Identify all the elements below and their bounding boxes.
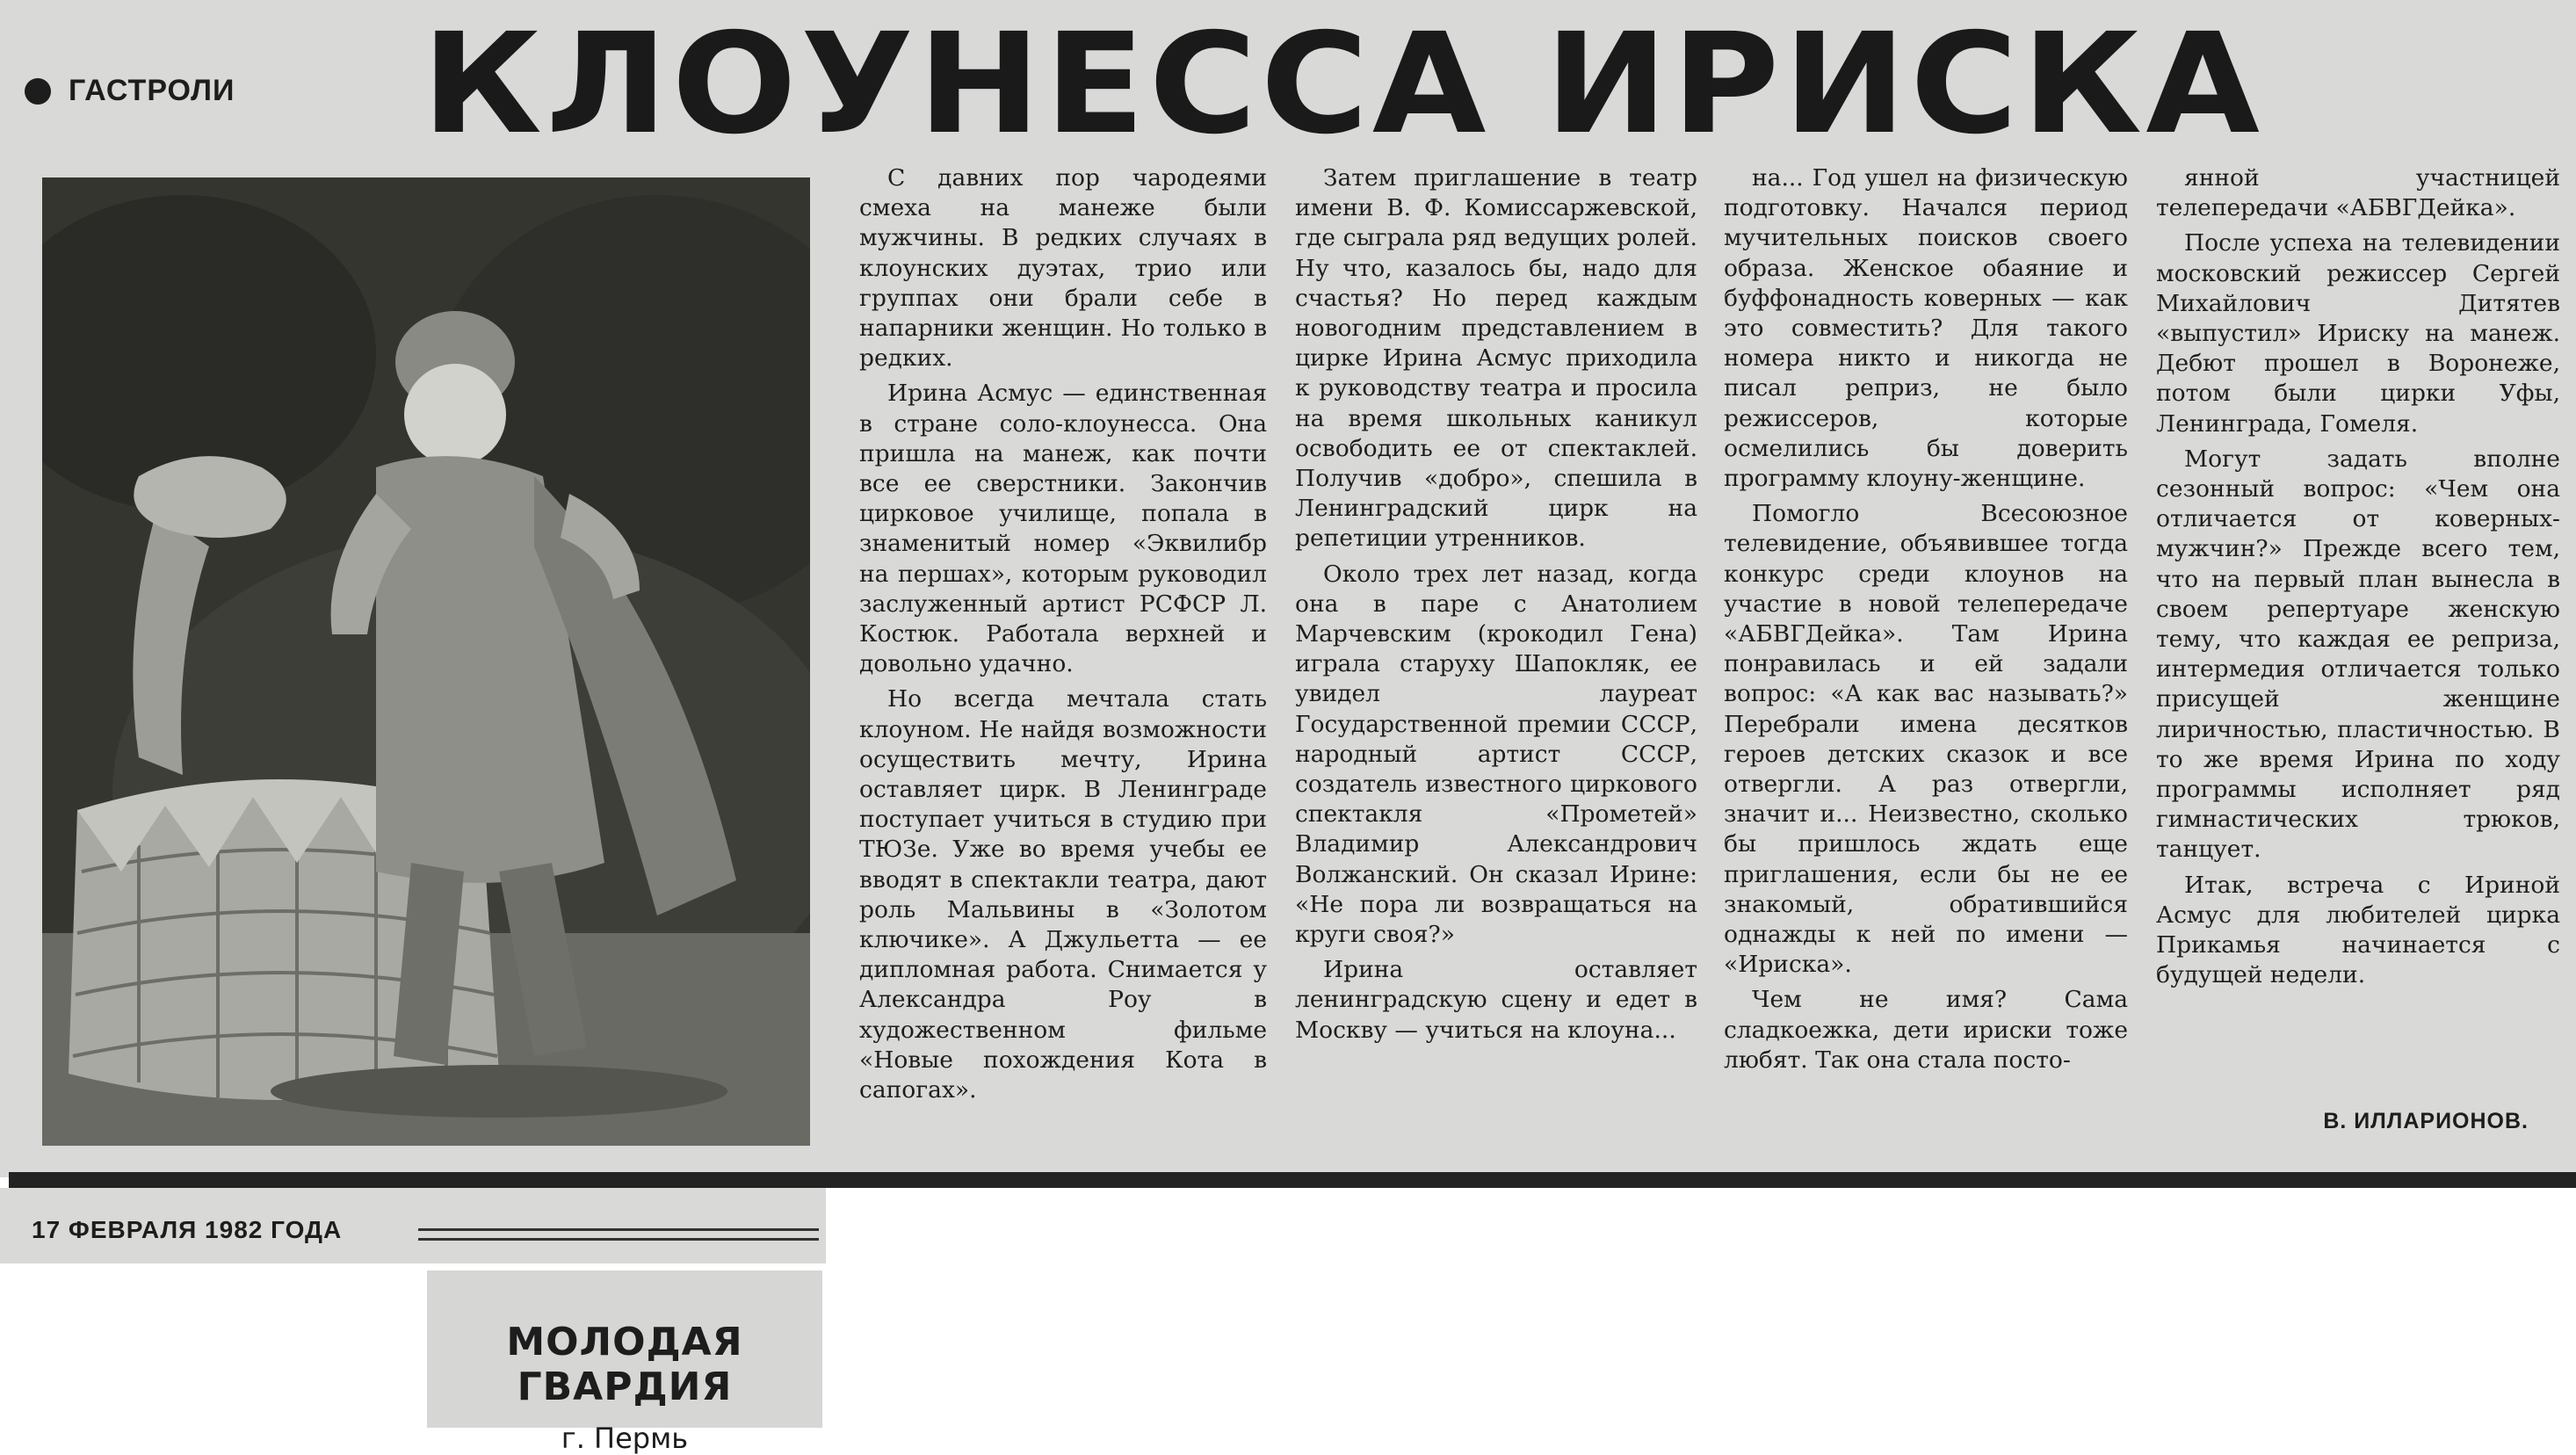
- bullet-icon: [25, 78, 51, 105]
- newspaper-name: МОЛОДАЯ ГВАРДИЯ: [506, 1320, 743, 1409]
- paragraph: Итак, встреча с Ириной Асмус для любителей цирка Прикамья начинается с будущей недели.: [2156, 871, 2560, 989]
- newspaper-stamp: [427, 1270, 822, 1455]
- author-signature: В. ИЛЛАРИОНОВ.: [2323, 1109, 2529, 1133]
- paragraph: Но всегда мечтала стать клоуном. Не найдя возможности осуществить мечту, Ирина оставляет цирк. В Ленинграде поступает учиться в студию при ТЮЗе. Уже во время учебы ее вводят в спектакли театра, дают роль Мальвины в «Золотом ключике». А Джульетта — ее дипломная работа. Снимается у Александра Роу в художественном фильме «Новые похождения Кота в сапогах».: [859, 685, 1267, 1104]
- article-column-1: [859, 163, 1267, 1174]
- paragraph: Около трех лет назад, когда она в паре с Анатолием Марчевским (крокодил Гена) играла старуху Шапокляк, ее увидел лауреат Государственной премии СССР, народный артист СССР, создатель известного циркового спектакля «Прометей» Владимир Александрович Волжанский. Он сказал Ирине: «Не пора ли возвращаться на круги своя?»: [1295, 560, 1697, 949]
- newspaper-city: г. Пермь: [561, 1422, 689, 1455]
- article-column-2: [1295, 163, 1697, 1174]
- paragraph: Затем приглашение в театр имени В. Ф. Комиссаржевской, где сыграла ряд ведущих ролей. Ну что, казалось бы, надо для счастья? Но перед каждым новогодним представлением в цирке Ирина Асмус приходила к руководству театра и просила на время школьных каникул освободить ее от спектаклей. Получив «добро», спешила в Ленинградский цирк на репетиции утренников.: [1295, 164, 1697, 553]
- paragraph: Ирина оставляет ленинградскую сцену и едет в Москву — учиться на клоуна...: [1295, 956, 1697, 1044]
- publication-date: 17 ФЕВРАЛЯ 1982 ГОДА: [32, 1216, 343, 1243]
- article-column-3: [1724, 163, 2128, 1174]
- headline: КЛОУНЕССА ИРИСКА: [422, 4, 2264, 165]
- paragraph: Помогло Всесоюзное телевидение, объявившее тогда конкурс среди клоунов на участие в новой телепередаче «АБВГДейка». Там Ирина понравилась и ей задали вопрос: «А как вас называть?» Перебрали имена десятков героев детских сказок и все отвергли. А раз отвергли, значит и... Неизвестно, сколько бы пришлось ждать еще приглашения, если бы не ее знакомый, обратившийся однажды к ней по имени — «Ириска».: [1724, 500, 2128, 979]
- date-rule: [418, 1228, 819, 1241]
- article-photo: [42, 177, 810, 1146]
- bottom-rule: [9, 1172, 2576, 1188]
- paragraph: Ирина Асмус — единственная в стране соло-клоунесса. Она пришла на манеж, как почти все ее сверстники. Закончив цирковое училище, попала в знаменитый номер «Эквилибр на першах», которым руководил заслуженный артист РСФСР Л. Костюк. Работала верхней и довольно удачно.: [859, 380, 1267, 678]
- paragraph: Могут задать вполне сезонный вопрос: «Чем она отличается от коверных-мужчин?» Прежде всего тем, что на первый план вынесла в своем репертуаре женскую тему, что каждая ее реприза, интермедия отличается только присущей женщине лиричностью, пластичностью. В то же время Ирина по ходу программы исполняет ряд гимнастических трюков, танцует.: [2156, 445, 2560, 864]
- article-column-4: [2156, 163, 2560, 1174]
- paragraph: После успеха на телевидении московский режиссер Сергей Михайлович Дитятев «выпустил» Ириску на манеж. Дебют прошел в Воронеже, потом были цирки Уфы, Ленинграда, Гомеля.: [2156, 229, 2560, 438]
- paragraph: на... Год ушел на физическую подготовку. Начался период мучительных поисков своего образа. Женское обаяние и буффонадность коверных — как это совместить? Для такого номера никто и никогда не писал реприз, не было режиссеров, которые осмелились бы доверить программу клоуну-женщине.: [1724, 164, 2128, 493]
- rubric-text: ГАСТРОЛИ: [69, 74, 235, 107]
- paragraph: Чем не имя? Сама сладкоежка, дети ириски тоже любят. Так она стала посто-: [1724, 986, 2128, 1074]
- paragraph: янной участницей телепередачи «АБВГДейка».: [2156, 164, 2560, 222]
- rubric-label: [25, 74, 235, 108]
- clown-photo-illustration: [42, 177, 810, 1146]
- paragraph: С давних пор чародеями смеха на манеже были мужчины. В редких случаях в клоунских дуэтах, трио или группах они брали себе в напарники женщин. Но только в редких.: [859, 164, 1267, 373]
